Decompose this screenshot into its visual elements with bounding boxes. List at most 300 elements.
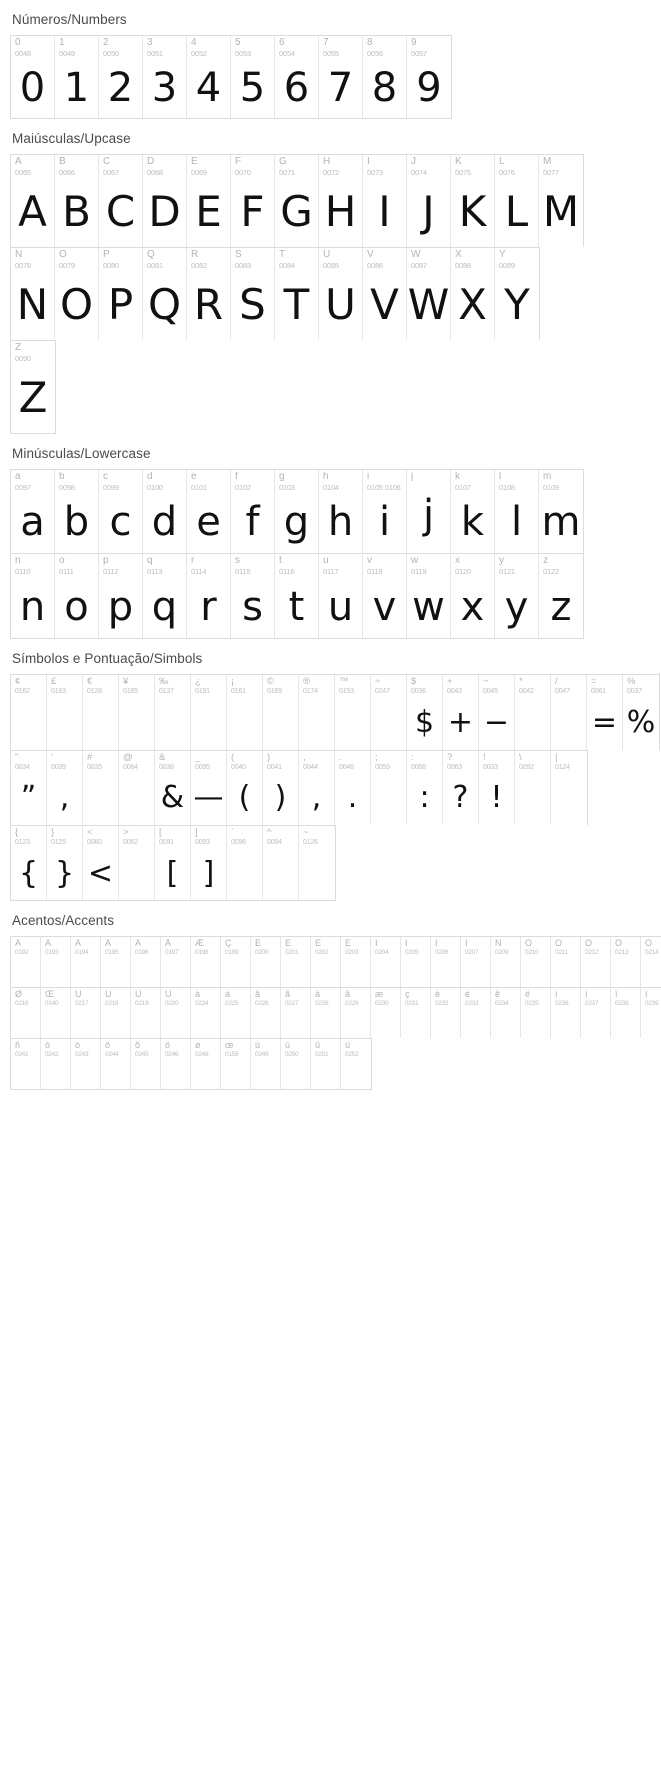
glyph-cell[interactable] <box>407 36 451 118</box>
glyph-cell[interactable] <box>83 675 119 749</box>
glyph-code-label: 0219 <box>135 1000 149 1008</box>
glyph-cell-header <box>55 248 98 270</box>
glyph-cell[interactable] <box>407 554 451 638</box>
glyph-cell[interactable] <box>119 751 155 825</box>
glyph-cell-header <box>155 675 190 695</box>
glyph-render: 2 <box>107 64 134 111</box>
glyph-cell[interactable] <box>221 988 251 1038</box>
glyph-code-label: 0063 <box>447 763 462 771</box>
glyph-cell[interactable] <box>11 470 55 554</box>
glyph-cell[interactable] <box>187 36 231 118</box>
glyph-cell[interactable] <box>11 341 55 433</box>
glyph-code-label: 0037 <box>627 688 642 696</box>
glyph-cell-header <box>101 1039 130 1059</box>
glyph-code-label: 0248 <box>195 1050 209 1058</box>
glyph-cell[interactable] <box>275 36 319 118</box>
glyph-cell[interactable] <box>187 155 231 247</box>
glyph-char-label: ï <box>645 990 648 1000</box>
glyph-char-label: h <box>323 471 329 482</box>
glyph-cell[interactable] <box>611 988 641 1038</box>
glyph-cell[interactable] <box>143 36 187 118</box>
glyph-code-label: 0230 <box>375 1000 389 1008</box>
glyph-cell[interactable] <box>491 937 521 987</box>
glyph-cell-header <box>263 826 298 846</box>
glyph-cell-header <box>251 988 280 1008</box>
glyph-cell[interactable] <box>155 751 191 825</box>
glyph-cell[interactable] <box>231 36 275 118</box>
glyph-cell[interactable] <box>551 751 587 825</box>
glyph-render <box>191 957 220 987</box>
glyph-cell[interactable] <box>495 470 539 554</box>
glyph-cell[interactable] <box>275 155 319 247</box>
glyph-cell-header <box>371 751 406 771</box>
glyph-cell[interactable] <box>521 937 551 987</box>
glyph-cell[interactable] <box>99 554 143 638</box>
glyph-render: $ <box>414 705 435 741</box>
glyph-cell[interactable] <box>263 826 299 900</box>
glyph-cell[interactable] <box>55 554 99 638</box>
glyph-cell[interactable] <box>11 937 41 987</box>
glyph-char-label: ¡ <box>231 677 235 688</box>
glyph-cell[interactable] <box>143 248 187 340</box>
glyph-cell[interactable] <box>227 751 263 825</box>
glyph-cell[interactable] <box>155 675 191 749</box>
glyph-cell[interactable] <box>341 988 371 1038</box>
glyph-code-label: 0049 <box>59 49 75 58</box>
glyph-cell[interactable] <box>231 470 275 554</box>
glyph-cell[interactable] <box>451 155 495 247</box>
glyph-cell-header <box>401 988 430 1008</box>
glyph-cell[interactable] <box>119 675 155 749</box>
glyph-cell-header <box>41 937 70 957</box>
glyph-code-label: 0196 <box>135 949 149 957</box>
glyph-code-label: 0052 <box>191 49 207 58</box>
glyph-char-label: ¢ <box>15 677 21 688</box>
glyph-char-label: % <box>627 677 636 688</box>
glyph-render <box>191 1059 220 1089</box>
glyph-char-label: F <box>235 156 242 167</box>
glyph-cell[interactable] <box>99 36 143 118</box>
glyph-render <box>251 1059 280 1089</box>
glyph-cell-header <box>71 1039 100 1059</box>
glyph-cell[interactable] <box>451 470 495 554</box>
glyph-cell[interactable] <box>479 675 515 749</box>
glyph-cell[interactable] <box>461 937 491 987</box>
glyph-render: − <box>483 705 510 741</box>
glyph-cell[interactable] <box>191 826 227 900</box>
glyph-render: r <box>200 584 217 631</box>
glyph-cell[interactable] <box>641 988 661 1038</box>
glyph-cell[interactable] <box>539 470 583 554</box>
glyph-cell[interactable] <box>231 554 275 638</box>
glyph-char-label: ^ <box>267 827 272 838</box>
glyph-char-label: z <box>543 556 548 567</box>
glyph-cell-header <box>641 988 661 1008</box>
glyph-cell[interactable] <box>55 248 99 340</box>
glyph-cell-header <box>187 554 230 576</box>
glyph-render: { <box>18 855 39 891</box>
glyph-cell[interactable] <box>551 937 581 987</box>
glyph-cell[interactable] <box>275 248 319 340</box>
glyph-cell[interactable] <box>281 1039 311 1089</box>
glyph-grid <box>0 154 661 434</box>
glyph-code-label: 0078 <box>15 260 31 270</box>
glyph-cell[interactable] <box>161 937 191 987</box>
glyph-cell-header <box>551 988 580 1008</box>
glyph-cell[interactable] <box>101 988 131 1038</box>
glyph-cell[interactable] <box>551 675 587 749</box>
glyph-cell[interactable] <box>299 826 335 900</box>
glyph-cell[interactable] <box>311 937 341 987</box>
glyph-cell[interactable] <box>581 988 611 1038</box>
glyph-code-label: 0102 <box>235 482 251 492</box>
glyph-render <box>263 846 298 900</box>
glyph-render: B <box>62 187 91 237</box>
glyph-cell[interactable] <box>11 248 55 340</box>
section-title: Acentos/Accents <box>12 913 115 929</box>
glyph-cell[interactable] <box>443 675 479 749</box>
glyph-cell[interactable] <box>341 937 371 987</box>
glyph-char-label: 3 <box>147 38 153 48</box>
glyph-render <box>461 957 490 987</box>
glyph-cell[interactable] <box>363 36 407 118</box>
glyph-char-label: Å <box>165 939 172 949</box>
glyph-code-label: 0161 <box>231 688 246 696</box>
glyph-char-label: ( <box>231 752 235 763</box>
glyph-cell[interactable] <box>521 988 551 1038</box>
glyph-render: k <box>460 499 485 546</box>
glyph-cell[interactable] <box>495 248 539 340</box>
glyph-cell[interactable] <box>407 751 443 825</box>
glyph-code-label: 0041 <box>267 763 282 771</box>
glyph-cell[interactable] <box>41 937 71 987</box>
glyph-render <box>83 696 118 750</box>
glyph-cell-header <box>47 675 82 695</box>
glyph-cell[interactable] <box>319 155 363 247</box>
glyph-cell[interactable] <box>99 155 143 247</box>
glyph-cell-header <box>119 751 154 771</box>
glyph-cell[interactable] <box>299 751 335 825</box>
glyph-cell[interactable] <box>99 248 143 340</box>
glyph-cell[interactable] <box>11 155 55 247</box>
glyph-cell[interactable] <box>311 988 341 1038</box>
glyph-char-label: r <box>191 556 195 567</box>
glyph-cell-header <box>407 554 450 576</box>
glyph-cell[interactable] <box>191 937 221 987</box>
glyph-row <box>10 750 588 825</box>
glyph-render: O <box>59 280 94 330</box>
glyph-cell[interactable] <box>371 988 401 1038</box>
glyph-render: g <box>283 499 310 546</box>
glyph-cell[interactable] <box>221 937 251 987</box>
glyph-cell[interactable] <box>407 248 451 340</box>
glyph-cell-header <box>311 937 340 957</box>
glyph-cell[interactable] <box>495 554 539 638</box>
glyph-cell-header <box>143 155 186 177</box>
glyph-cell[interactable] <box>251 1039 281 1089</box>
glyph-cell[interactable] <box>155 826 191 900</box>
glyph-render <box>581 957 610 987</box>
glyph-cell[interactable] <box>55 470 99 554</box>
section-upcase <box>0 119 661 434</box>
glyph-cell[interactable] <box>101 937 131 987</box>
glyph-code-label: 0116 <box>279 567 295 577</box>
glyph-row <box>10 247 540 340</box>
glyph-cell-header <box>407 155 450 177</box>
glyph-cell[interactable] <box>451 554 495 638</box>
glyph-cell-header <box>41 988 70 1008</box>
glyph-render <box>11 1008 40 1038</box>
glyph-cell[interactable] <box>275 470 319 554</box>
glyph-char-label: ‰ <box>159 677 169 688</box>
glyph-code-label: 0232 <box>435 1000 449 1008</box>
glyph-code-label: 0122 <box>543 567 559 577</box>
glyph-cell[interactable] <box>227 675 263 749</box>
glyph-cell[interactable] <box>55 155 99 247</box>
glyph-render <box>341 957 370 987</box>
glyph-cell[interactable] <box>299 675 335 749</box>
glyph-cell[interactable] <box>131 937 161 987</box>
glyph-cell[interactable] <box>641 937 661 987</box>
glyph-cell[interactable] <box>11 675 47 749</box>
glyph-char-label: [ <box>159 827 162 838</box>
glyph-cell[interactable] <box>187 554 231 638</box>
glyph-cell[interactable] <box>161 1039 191 1089</box>
glyph-render <box>431 1008 460 1038</box>
glyph-cell[interactable] <box>143 155 187 247</box>
glyph-cell[interactable] <box>101 1039 131 1089</box>
glyph-code-label: 0064 <box>123 763 138 771</box>
glyph-render <box>431 957 460 987</box>
glyph-cell[interactable] <box>491 988 521 1038</box>
glyph-code-label: 0040 <box>231 763 246 771</box>
glyph-cell[interactable] <box>191 675 227 749</box>
glyph-cell[interactable] <box>47 751 83 825</box>
glyph-cell[interactable] <box>371 751 407 825</box>
glyph-cell[interactable] <box>407 470 451 554</box>
glyph-char-label: ü <box>345 1040 351 1050</box>
glyph-char-label: 4 <box>191 38 197 48</box>
glyph-row <box>10 936 661 987</box>
glyph-cell[interactable] <box>623 675 659 749</box>
glyph-cell[interactable] <box>363 155 407 247</box>
glyph-cell[interactable] <box>371 937 401 987</box>
glyph-cell[interactable] <box>363 248 407 340</box>
glyph-cell[interactable] <box>495 155 539 247</box>
glyph-cell[interactable] <box>143 554 187 638</box>
glyph-cell-header <box>281 988 310 1008</box>
glyph-cell[interactable] <box>119 826 155 900</box>
glyph-cell-header <box>335 751 370 771</box>
glyph-cell-header <box>431 988 460 1008</box>
glyph-cell-header <box>407 751 442 771</box>
glyph-cell[interactable] <box>187 470 231 554</box>
glyph-cell[interactable] <box>231 248 275 340</box>
glyph-cell[interactable] <box>11 554 55 638</box>
glyph-cell[interactable] <box>371 675 407 749</box>
glyph-cell[interactable] <box>191 988 221 1038</box>
glyph-code-label: 0044 <box>303 763 318 771</box>
glyph-cell[interactable] <box>251 988 281 1038</box>
glyph-row <box>10 469 584 554</box>
glyph-char-label: 5 <box>235 38 241 48</box>
glyph-render: f <box>245 499 260 546</box>
glyph-cell[interactable] <box>221 1039 251 1089</box>
glyph-render <box>551 771 587 825</box>
glyph-code-label: 0236 <box>555 1000 569 1008</box>
glyph-cell[interactable] <box>335 751 371 825</box>
glyph-cell[interactable] <box>131 988 161 1038</box>
glyph-cell-header <box>281 937 310 957</box>
glyph-cell[interactable] <box>11 36 55 118</box>
glyph-cell[interactable] <box>71 1039 101 1089</box>
glyph-cell[interactable] <box>11 1039 41 1089</box>
glyph-cell[interactable] <box>611 937 641 987</box>
glyph-cell[interactable] <box>71 988 101 1038</box>
glyph-cell[interactable] <box>515 751 551 825</box>
glyph-render: E <box>195 187 222 237</box>
glyph-cell[interactable] <box>319 36 363 118</box>
glyph-cell-header <box>231 470 274 492</box>
glyph-char-label: î <box>615 990 618 1000</box>
glyph-code-label: 0246 <box>165 1050 179 1058</box>
glyph-code-label: 0225 <box>225 1000 239 1008</box>
glyph-cell[interactable] <box>407 675 443 749</box>
glyph-cell[interactable] <box>187 248 231 340</box>
glyph-cell-header <box>187 470 230 492</box>
glyph-cell[interactable] <box>251 937 281 987</box>
glyph-char-label: f <box>235 471 238 482</box>
glyph-render: C <box>105 187 136 237</box>
glyph-cell[interactable] <box>319 470 363 554</box>
glyph-code-label: 0118 <box>367 567 383 577</box>
glyph-cell[interactable] <box>401 988 431 1038</box>
glyph-cell[interactable] <box>161 988 191 1038</box>
glyph-render: b <box>63 499 90 546</box>
glyph-cell[interactable] <box>407 155 451 247</box>
glyph-code-label: 0110 <box>15 567 31 577</box>
glyph-char-label: Ú <box>105 990 112 1000</box>
glyph-cell[interactable] <box>41 1039 71 1089</box>
glyph-cell[interactable] <box>281 937 311 987</box>
glyph-cell-header <box>11 988 40 1008</box>
glyph-cell[interactable] <box>539 155 583 247</box>
glyph-cell-header <box>495 554 538 576</box>
glyph-code-label: 0072 <box>323 167 339 177</box>
glyph-code-label: 0034 <box>15 763 30 771</box>
glyph-cell[interactable] <box>581 937 611 987</box>
glyph-cell[interactable] <box>11 751 47 825</box>
glyph-cell[interactable] <box>319 248 363 340</box>
glyph-cell[interactable] <box>131 1039 161 1089</box>
glyph-render: e <box>196 499 221 546</box>
glyph-cell[interactable] <box>431 937 461 987</box>
glyph-cell[interactable] <box>515 675 551 749</box>
glyph-cell-header <box>407 36 451 58</box>
glyph-cell[interactable] <box>431 988 461 1038</box>
glyph-render <box>299 846 335 900</box>
glyph-cell[interactable] <box>263 675 299 749</box>
glyph-code-label: 0125 <box>51 838 66 846</box>
glyph-cell-header <box>231 554 274 576</box>
glyph-cell-header <box>495 470 538 492</box>
glyph-cell-header <box>143 248 186 270</box>
glyph-render: L <box>504 187 529 237</box>
glyph-cell[interactable] <box>83 826 119 900</box>
glyph-code-label: 0199 <box>225 949 239 957</box>
glyph-cell[interactable] <box>363 470 407 554</box>
glyph-cell[interactable] <box>479 751 515 825</box>
glyph-cell[interactable] <box>363 554 407 638</box>
glyph-cell[interactable] <box>551 988 581 1038</box>
glyph-render <box>47 696 82 750</box>
glyph-cell[interactable] <box>11 988 41 1038</box>
glyph-cell[interactable] <box>451 248 495 340</box>
glyph-char-label: Í <box>405 939 408 949</box>
glyph-cell[interactable] <box>55 36 99 118</box>
glyph-code-label: 0251 <box>315 1050 329 1058</box>
glyph-cell[interactable] <box>143 470 187 554</box>
glyph-cell[interactable] <box>275 554 319 638</box>
glyph-cell[interactable] <box>335 675 371 749</box>
glyph-render <box>491 1008 520 1038</box>
glyph-char-label: l <box>499 471 502 482</box>
glyph-render: i <box>378 499 391 546</box>
glyph-cell-header <box>55 554 98 576</box>
glyph-char-label: 8 <box>367 38 373 48</box>
glyph-render: ! <box>490 780 503 816</box>
glyph-cell[interactable] <box>461 988 491 1038</box>
glyph-cell[interactable] <box>231 155 275 247</box>
glyph-cell[interactable] <box>587 675 623 749</box>
glyph-render: — <box>193 780 224 816</box>
glyph-cell[interactable] <box>47 826 83 900</box>
glyph-cell[interactable] <box>311 1039 341 1089</box>
glyph-cell[interactable] <box>401 937 431 987</box>
glyph-row <box>10 340 56 434</box>
glyph-cell-header <box>99 470 142 492</box>
glyph-cell[interactable] <box>263 751 299 825</box>
glyph-cell-header <box>251 1039 280 1059</box>
glyph-cell[interactable] <box>47 675 83 749</box>
glyph-cell[interactable] <box>71 937 101 987</box>
glyph-code-label: 0226 <box>255 1000 269 1008</box>
glyph-cell[interactable] <box>99 470 143 554</box>
glyph-char-label: C <box>103 156 111 167</box>
glyph-cell[interactable] <box>41 988 71 1038</box>
glyph-cell[interactable] <box>11 826 47 900</box>
glyph-char-label: < <box>87 827 93 838</box>
glyph-cell-header <box>143 470 186 492</box>
glyph-code-label: 0217 <box>75 1000 89 1008</box>
glyph-cell[interactable] <box>443 751 479 825</box>
glyph-code-label: 0046 <box>339 763 354 771</box>
glyph-char-label: õ <box>135 1040 141 1050</box>
glyph-cell[interactable] <box>227 826 263 900</box>
glyph-cell[interactable] <box>539 554 583 638</box>
glyph-cell-header <box>371 988 400 1008</box>
glyph-code-label: 0128 <box>87 688 102 696</box>
glyph-cell[interactable] <box>319 554 363 638</box>
glyph-cell[interactable] <box>191 751 227 825</box>
glyph-cell[interactable] <box>83 751 119 825</box>
glyph-render: Q <box>147 280 182 330</box>
glyph-cell[interactable] <box>341 1039 371 1089</box>
glyph-code-label: 0200 <box>255 949 269 957</box>
glyph-cell[interactable] <box>281 988 311 1038</box>
glyph-render <box>161 1008 190 1038</box>
glyph-cell[interactable] <box>191 1039 221 1089</box>
